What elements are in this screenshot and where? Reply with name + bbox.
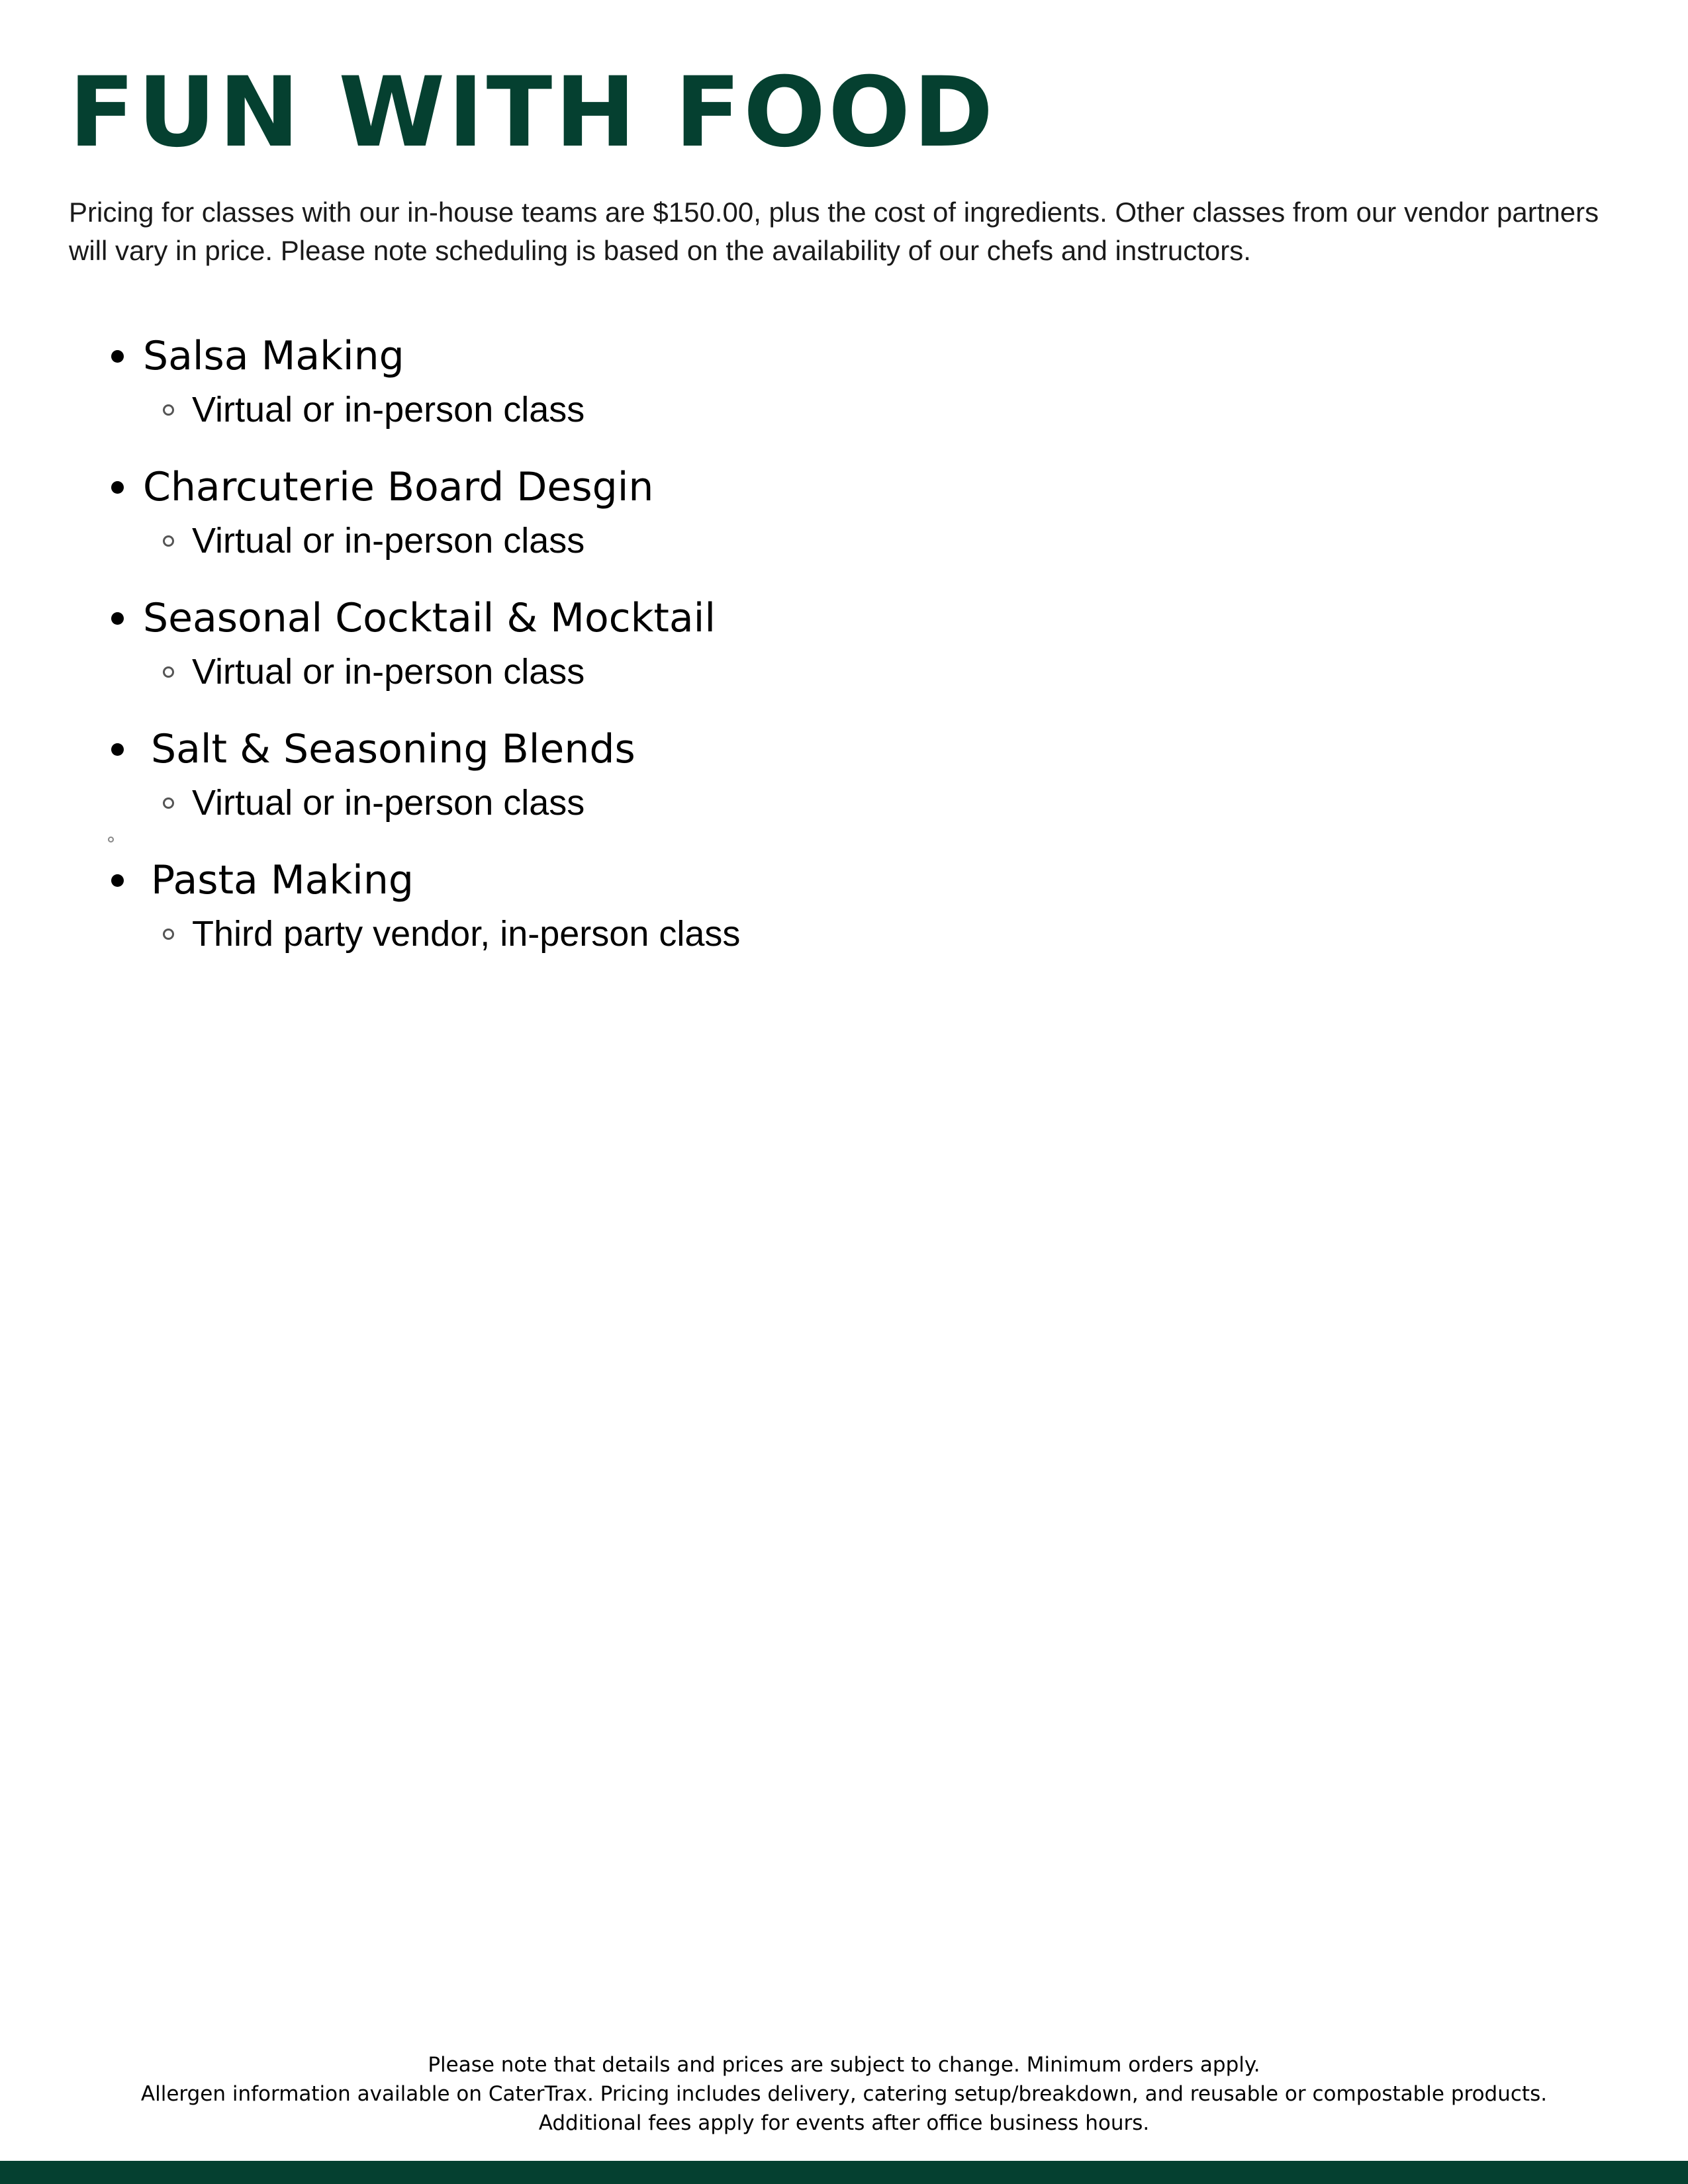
class-name: Pasta Making [151, 857, 414, 903]
page-title: FUN WITH FOOD [69, 56, 996, 169]
class-list [0, 328, 1688, 983]
bullet-icon [111, 874, 124, 887]
class-name: Salsa Making [143, 333, 404, 379]
footer-bar [0, 2161, 1688, 2184]
footer-notice [0, 2050, 1688, 2138]
class-name: Charcuterie Board Desgin [143, 464, 654, 510]
bullet-icon [111, 612, 124, 625]
class-detail: Virtual or in-person class [192, 652, 585, 692]
hollow-bullet-icon [163, 666, 174, 678]
class-detail: Third party vendor, in-person class [192, 914, 741, 954]
footer-line: Allergen information available on CaterTrax. Pricing includes delivery, catering setup/breakdown, and reusable or compostable products. [140, 2082, 1548, 2106]
hollow-bullet-icon [163, 404, 174, 416]
pricing-intro: Pricing for classes with our in-house teams are $150.00, plus the cost of ingredients. Other classes from our vendor partners will vary in price. Please note scheduling is based on the availability of our chefs and instructors. [69, 197, 1599, 266]
list-item [0, 328, 1688, 459]
class-name: Seasonal Cocktail & Mocktail [143, 595, 716, 641]
class-detail: Virtual or in-person class [192, 521, 585, 561]
bullet-icon [111, 350, 124, 363]
hollow-bullet-icon [163, 797, 174, 809]
footer-line: Please note that details and prices are subject to change. Minimum orders apply. [428, 2053, 1260, 2077]
stray-bullet-mark-icon [108, 837, 114, 842]
hollow-bullet-icon [163, 929, 174, 940]
bullet-icon [111, 481, 124, 494]
list-item [0, 852, 1688, 983]
class-detail: Virtual or in-person class [192, 390, 585, 430]
list-item [0, 590, 1688, 721]
list-item [0, 459, 1688, 590]
footer-line: Additional fees apply for events after office business hours. [538, 2111, 1150, 2135]
class-name: Salt & Seasoning Blends [151, 726, 635, 772]
hollow-bullet-icon [163, 535, 174, 547]
class-detail: Virtual or in-person class [192, 783, 585, 823]
list-item [0, 721, 1688, 852]
bullet-icon [111, 743, 124, 756]
